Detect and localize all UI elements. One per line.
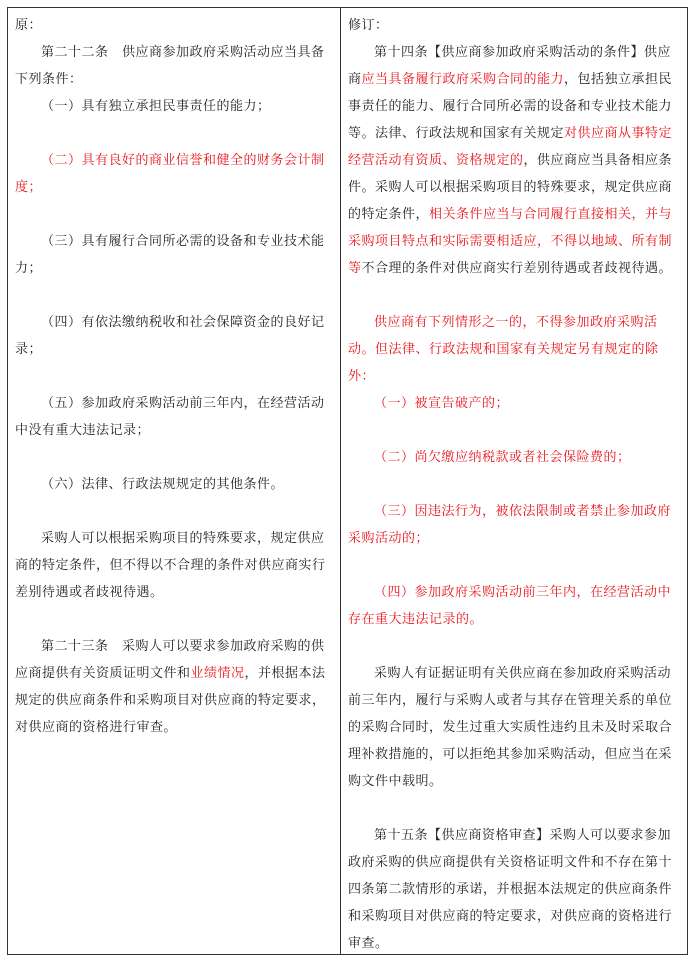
revised-item-2: （二）尚欠缴应纳税款或者社会保险费的； xyxy=(374,450,631,465)
revised-item-1: （一）被宣告破产的； xyxy=(374,396,510,411)
original-paragraph-2: 采购人可以根据采购项目的特殊要求，规定供应商的特定条件，但不得以不合理的条件对供应商实行差别待遇或者歧视待遇。 xyxy=(15,531,326,600)
original-item-2: （二）具有良好的商业信誉和健全的财务会计制度； xyxy=(15,153,325,195)
revised-item-4: （四）参加政府采购活动前三年内，在经营活动中存在重大违法记录的。 xyxy=(348,585,672,627)
article-23 xyxy=(15,633,334,741)
revised-column xyxy=(341,8,687,954)
original-item-4: （四）有依法缴纳税收和社会保障资金的良好记录； xyxy=(15,315,325,357)
article-14-segment: 应当具备履行政府采购合同的能力 xyxy=(361,72,565,87)
original-item-1: （一）具有独立承担民事责任的能力； xyxy=(41,99,271,114)
original-column xyxy=(8,8,341,954)
original-item-5: （五）参加政府采购活动前三年内，在经营活动中没有重大违法记录； xyxy=(15,396,325,438)
article-14-segment: 第十四条【供应商参加政府采购活动的条件】供应商 xyxy=(348,45,672,87)
article-14 xyxy=(348,39,681,282)
original-heading: 原： xyxy=(15,18,43,33)
article-15: 第十五条【供应商资格审查】采购人可以要求参加政府采购的供应商提供有关资格证明文件和不存在第十四条第二款情形的承诺，并根据本法规定的供应商条件和采购项目对供应商的特定要求，对供应商的资格进行审查。 xyxy=(348,828,673,951)
article-23-text-a: 第二十三条 采购人可以要求参加政府采购的供应商提供有关资质证明文件和 xyxy=(15,639,325,681)
article-14-segment: ，包括独立承担民事责任的能力、履行合同所必需的设备和专业技术能力等。法律、行政法规和国家有关规定 xyxy=(348,72,673,141)
article-14-segment: 相关条件应当与合同履行直接相关，并与采购项目特点和实际需要相适应，不得以地域、所有制等 xyxy=(348,207,673,276)
original-item-6: （六）法律、行政法规规定的其他条件。 xyxy=(41,477,285,492)
comparison-table xyxy=(7,7,688,955)
revised-paragraph-3: 采购人有证据证明有关供应商在参加政府采购活动前三年内，履行与采购人或者与其存在管理关系的单位的采购合同时，发生过重大实质性违约且未及时采取合理补救措施的，可以拒绝其参加采购活动，但应当在采购文件中载明。 xyxy=(348,666,673,789)
revised-paragraph-2: 供应商有下列情形之一的，不得参加政府采购活动。但法律、行政法规和国家有关规定另有规定的除外： xyxy=(348,315,659,384)
article-22-title: 第二十二条 供应商参加政府采购活动应当具备下列条件： xyxy=(15,45,325,87)
article-14-segment: 对供应商从事特定经营活动有资质、资格规定的 xyxy=(348,126,673,168)
article-23-highlight: 业绩情况 xyxy=(190,666,245,681)
revised-item-3: （三）因违法行为，被依法限制或者禁止参加政府采购活动的； xyxy=(348,504,672,546)
article-23-text-b: ，并根据本法规定的供应商条件和采购项目对供应商的特定要求，对供应商的资格进行审查。 xyxy=(15,666,326,735)
revised-heading: 修订： xyxy=(348,18,389,33)
article-14-segment: 不合理的条件对供应商实行差别待遇或者歧视待遇。 xyxy=(361,261,673,276)
article-14-segment: ，供应商应当具备相应条件。采购人可以根据采购项目的特殊要求，规定供应商的特定条件， xyxy=(348,153,673,222)
original-item-3: （三）具有履行合同所必需的设备和专业技术能力； xyxy=(15,234,325,276)
